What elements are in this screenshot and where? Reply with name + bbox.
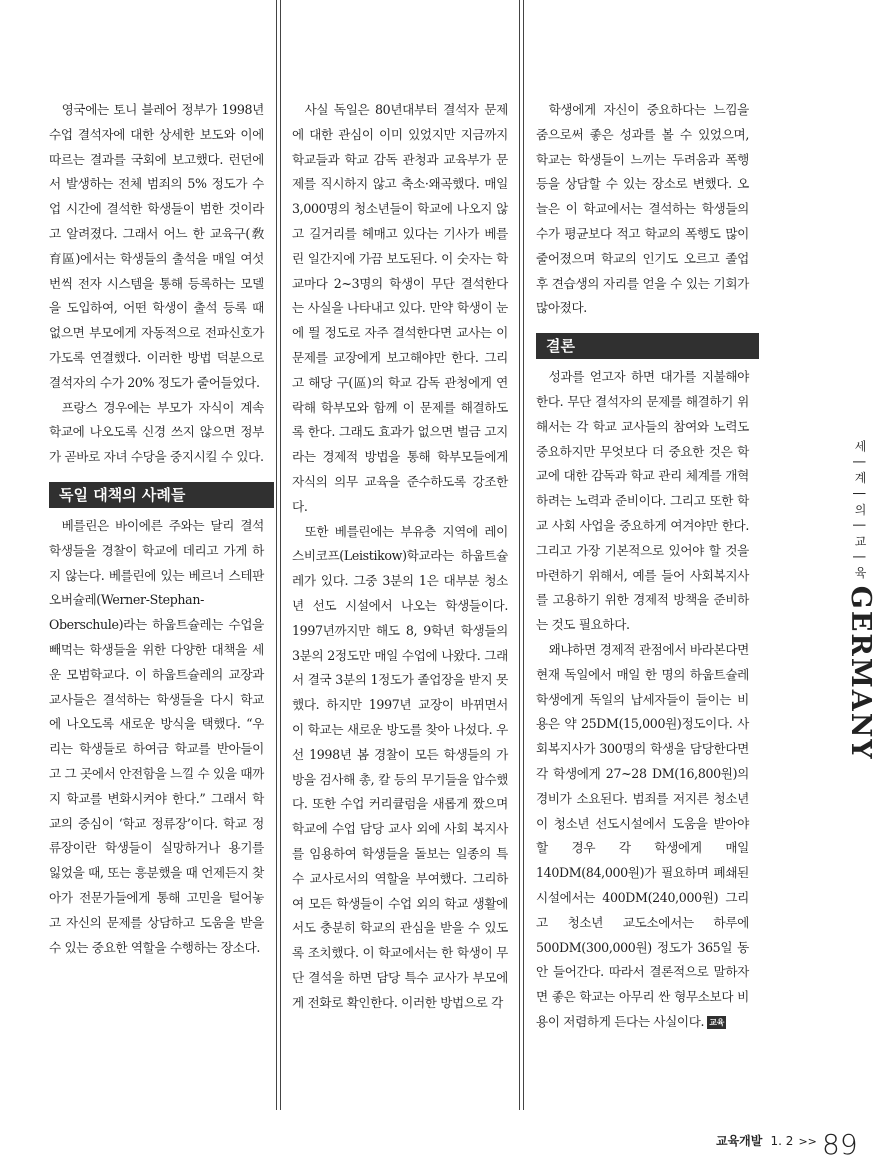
side-section-title: [842, 440, 876, 761]
text-column-3: [536, 98, 749, 1035]
text-column-1: [49, 98, 264, 960]
section-heading-germany-cases: 독일 대책의 사례들: [49, 482, 274, 508]
paragraph-final: [536, 638, 749, 1035]
column-rule-right-inner: [523, 0, 524, 1110]
page-number: 89: [822, 1128, 858, 1161]
paragraph: 성과를 얻고자 하면 대가를 지불해야 한다. 무단 결석자의 문제를 해결하기 위해서는 각 학교 교사들의 참여와 노력도 중요하지만 무엇보다 더 중요한 것은 학교에 대한 감독과 학교 관리 체계를 개혁하려는 노력과 준비이다. 그리고 또한 학교 사회 사업을 중요하게 여겨야만 한다. 그리고 가장 기본적으로 있어야 할 것을 마련하기 위해서, 예를 들어 사회복지사를 고용하기 위한 경제적 방책을 준비하는 것도 필요하다.: [536, 369, 749, 633]
column-rule-left: [276, 0, 277, 1110]
paragraph-text: 왜냐하면 경제적 관점에서 바라본다면 현재 독일에서 매일 한 명의 하웁트슐레 학생에게 독일의 납세자들이 들이는 비용은 약 25DM(15,000원)정도이다. 사회복지사가 300명의 학생을 담당한다면 각 학생에게 27~28 DM(16,800원)의 경비가 소요된다. 범죄를 저지른 청소년이 청소년 선도시설에서 도움을 받아야 할 경우 각 학생에게 매일 140DM(84,000원)가 필요하며 폐쇄된 시설에서는 400DM(240,000원) 그리고 청소년 교도소에서는 하루에 500DM(300,000원) 정도가 365일 동안 들어간다. 따라서 결론적으로 말하자면 좋은 학교는 아무리 싼 형무소보다 비용이 저렴하게 든다는 사실이다.: [536, 641, 749, 1029]
paragraph: 학생에게 자신이 중요하다는 느낌을 줌으로써 좋은 성과를 볼 수 있었으며, 학교는 학생들이 느끼는 두려움과 폭행 등을 상담할 수 있는 장소로 변했다. 오늘은 이 학교에서는 결석하는 학생들의 수가 평균보다 적고 학교의 폭행도 많이 줄어졌으며 학교의 인기도 오르고 졸업 후 견습생의 자리를 얻을 수 있는 기회가 많아졌다.: [536, 102, 749, 316]
issue-number: 1. 2: [770, 1134, 794, 1148]
side-title-korean: 세 | 계 | 의 | 교 | 육: [853, 440, 867, 581]
page-footer: [716, 1128, 858, 1164]
column-rule-right: [519, 0, 520, 1110]
paragraph: 베를린은 바이에른 주와는 달리 결석 학생들을 경찰이 학교에 데리고 가게 하지 않는다. 베를린에 있는 베르너 스테판 오버슐레(Werner-Stephan-Oberschule)라는 하웁트슐레는 수업을 빼먹는 학생들을 위한 다양한 대책을 세운 모범학교다. 이 하웁트슐레의 교장과 교사들은 결석하는 학생들을 다시 학교에 나오도록 새로운 방식을 택했다. “우리는 학생들로 하여금 학교를 반아들이고 그 곳에서 안전함을 느낄 수 있을 때까지 학교를 변화시켜야 한다.” 그래서 학교의 중심이 ‘학교 정류장’이다. 학교 정류장이란 학생들이 실망하거나 용기를 잃었을 때, 또는 흥분했을 때 언제든지 찾아가 전문가들에게 통해 고민을 털어놓고 자신의 문제를 상담하고 도움을 받을 수 있는 중요한 역할을 수행하는 장소다.: [49, 517, 264, 955]
side-title-english: GERMANY: [845, 585, 876, 761]
paragraph: 사실 독일은 80년대부터 결석자 문제에 대한 관심이 이미 있었지만 지금까지 학교들과 학교 감독 관청과 교육부가 문제를 직시하지 않고 축소·왜곡했다. 매일 3,000명의 청소년들이 학교에 나오지 않고 길거리를 헤매고 있다는 기사가 베를린 일간지에 가끔 보도된다. 이 숫자는 학교마다 2~3명의 학생이 무단 결석한다는 사실을 나타내고 있다. 만약 학생이 눈에 띌 정도로 자주 결석한다면 교사는 이 문제를 교장에게 보고해야만 한다. 그리고 해당 구(區)의 학교 감독 관청에게 연락해 학부모와 함께 이 문제를 해결하도록 한다. 그래도 효과가 없으면 벌금 고지라는 경제적 방법을 통해 학부모들에게 자식의 의무 교육을 준수하도록 강조한다.: [292, 102, 508, 514]
paragraph: 프랑스 경우에는 부모가 자식이 계속 학교에 나오도록 신경 쓰지 않으면 정부가 곧바로 자녀 수당을 중지시킬 수 있다.: [49, 399, 264, 465]
paragraph: 영국에는 토니 블레어 정부가 1998년 수업 결석자에 대한 상세한 보도와 이에 따르는 결과를 국회에 보고했다. 런던에서 발생하는 전체 범죄의 5% 정도가 수업 시간에 결석한 학생들이 범한 것이라고 알려졌다. 그래서 어느 한 교육구(敎育區)에서는 학생들의 출석을 매일 여섯 번씩 전자 시스템을 통해 등록하는 모델을 도입하여, 어떤 학생이 출석 등록 때 없으면 부모에게 자동적으로 전파신호가 가도록 연결했다. 이러한 방법 덕분으로 결석자의 수가 20% 정도가 줄어들었다.: [49, 102, 264, 390]
paragraph: 또한 베를린에는 부유층 지역에 레이스비코프(Leistikow)학교라는 하웁트슐레가 있다. 그중 3분의 1은 대부분 청소년 선도 시설에서 나오는 학생들이다. 1997년까지만 해도 8, 9학년 학생들의 3분의 2정도만 매일 수업에 나왔다. 그래서 결국 3분의 1정도가 졸업장을 받지 못했다. 하지만 1997년 교장이 바뀌면서 이 학교는 새로운 방도를 찾아 나섰다. 우선 1998년 봄 경찰이 모든 학생들의 가방을 검사해 총, 칼 등의 무기들을 압수했다. 또한 수업 커리큘럼을 새롭게 짰으며 학교에 수업 담당 교사 외에 사회 복지사를 임용하여 학생들을 돌보는 일종의 특수 교사로서의 역할을 부여했다. 그리하여 모든 학생들이 수업 외의 학교 생활에서도 충분히 학교의 관심을 받을 수 있도록 조치했다. 이 학교에서는 한 학생이 무단 결석을 하면 담당 특수 교사가 부모에게 전화로 확인한다. 이러한 방법으로 각: [292, 523, 508, 1010]
text-column-2: [292, 98, 508, 1015]
section-heading-conclusion: 결론: [536, 333, 759, 359]
magazine-name: 교육개발: [716, 1134, 763, 1148]
arrow-glyph: >>: [798, 1135, 817, 1148]
end-mark-icon: 교육: [709, 1017, 724, 1027]
column-rule-left-inner: [280, 0, 281, 1110]
